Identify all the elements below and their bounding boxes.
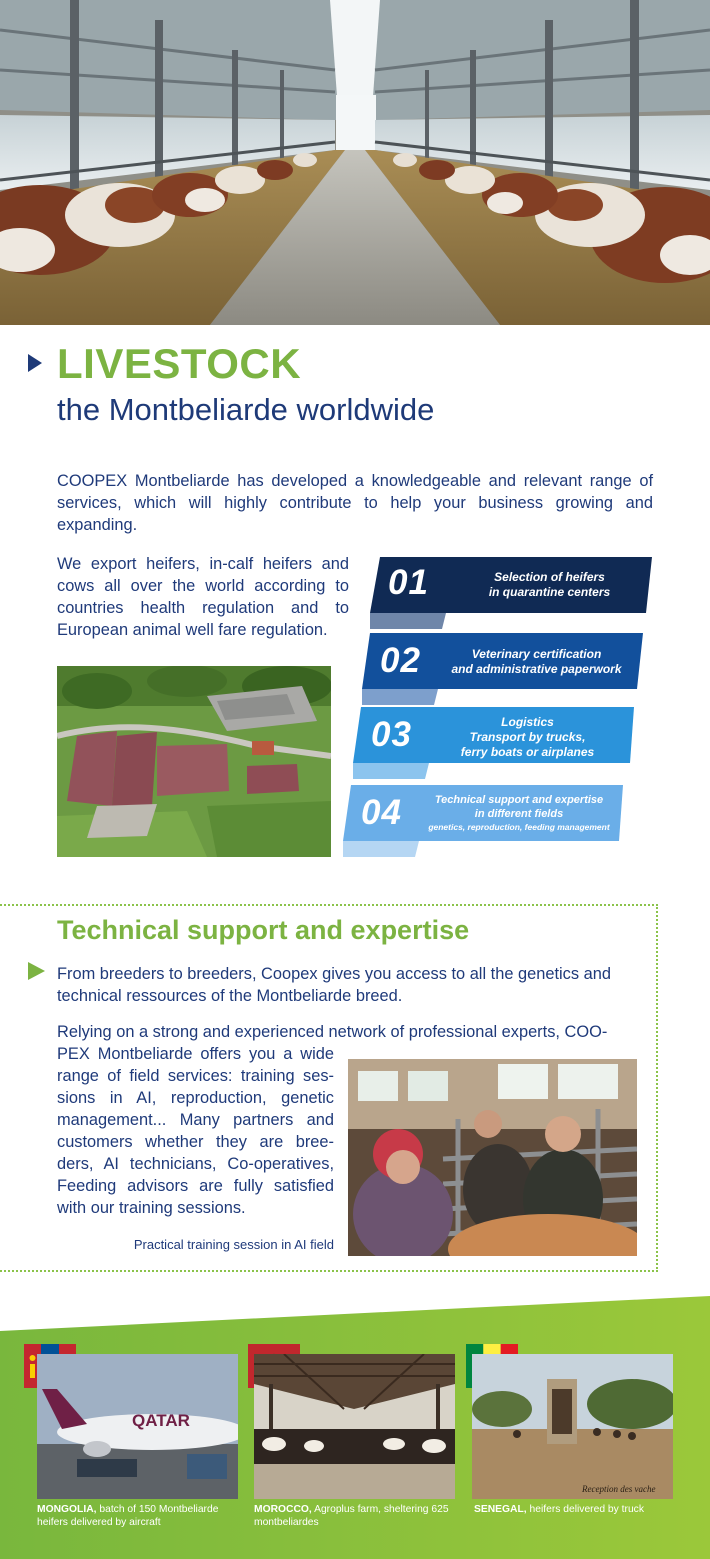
step-label — [462, 570, 637, 600]
tech-paragraph-2-line1: Relying on a strong and experienced network of professional experts, COO- — [57, 1023, 608, 1041]
step-01 — [370, 557, 652, 629]
step-number: 04 — [361, 793, 402, 832]
senegal-caption — [474, 1503, 674, 1516]
mongolia-caption — [37, 1503, 242, 1529]
step-label — [444, 647, 629, 677]
tech-paragraph-2-body: PEX Montbeliarde offers you a wide range of field services: training ses-sions in AI, reproduction, genetic management... Many partners and customers whether they are bree-ders, AI technicians, Co-operatives, Feeding advisors are fully satisfied with our training sessions. — [57, 1045, 334, 1217]
country-name: MOROCCO, — [254, 1504, 312, 1515]
step-line3: ferry boats or airplanes — [460, 745, 595, 759]
step-04 — [343, 785, 625, 857]
country-text: batch of 150 Montbeliarde heifers delivered by aircraft — [37, 1504, 219, 1528]
step-title: Logistics — [501, 715, 554, 729]
intro-paragraph: COOPEX Montbeliarde has developed a knowledgeable and relevant range of services, which will highly contribute to help your business growing and expanding. — [57, 472, 653, 534]
morocco-farm-photo — [254, 1354, 455, 1499]
page-subtitle: the Montbeliarde worldwide — [57, 392, 435, 427]
step-number: 01 — [388, 563, 429, 602]
bullet-arrow-icon — [28, 354, 42, 372]
step-title: Technical support and expertise — [434, 794, 604, 806]
export-paragraph: We export heifers, in-calf heifers and cows all over the world according to countries health regulation and to European animal well fare regulation. — [57, 555, 349, 639]
bullet-arrow-icon — [28, 962, 45, 980]
morocco-caption — [254, 1503, 464, 1529]
country-name: MONGOLIA, — [37, 1504, 97, 1515]
country-text: heifers delivered by truck — [526, 1504, 644, 1515]
hero-barn-photo — [0, 0, 710, 325]
step-line2: Transport by trucks, — [469, 730, 586, 744]
tech-section-title: Technical support and expertise — [57, 915, 470, 945]
step-label — [435, 715, 620, 760]
mongolia-aircraft-photo — [37, 1354, 238, 1499]
step-line2: and administrative paperwork — [451, 662, 622, 676]
training-session-photo — [348, 1059, 637, 1256]
aircraft-livery-text: QATAR — [132, 1411, 190, 1430]
country-name: SENEGAL, — [474, 1504, 527, 1515]
page-title: LIVESTOCK — [57, 340, 302, 387]
country-text: Agroplus farm, sheltering 625 montbeliardes — [254, 1504, 449, 1528]
step-number: 02 — [380, 641, 421, 680]
training-photo-caption: Practical training session in AI field — [133, 1237, 334, 1252]
photo-inscription: Reception des vache — [582, 1484, 656, 1494]
step-line3: genetics, reproduction, feeding management — [428, 822, 610, 832]
step-line2: in different fields — [474, 808, 564, 820]
step-title: Selection of heifers — [494, 570, 605, 584]
tech-paragraph-1: From breeders to breeders, Coopex gives you access to all the genetics and technical ressources of the Montbeliarde breed. — [57, 965, 611, 1005]
step-label — [421, 793, 617, 833]
step-03 — [353, 707, 635, 779]
senegal-truck-photo — [472, 1354, 673, 1499]
aerial-farm-photo — [57, 666, 331, 857]
step-number: 03 — [371, 715, 412, 754]
step-title: Veterinary certification — [471, 647, 602, 661]
step-02 — [362, 633, 644, 705]
step-line2: in quarantine centers — [488, 585, 611, 599]
